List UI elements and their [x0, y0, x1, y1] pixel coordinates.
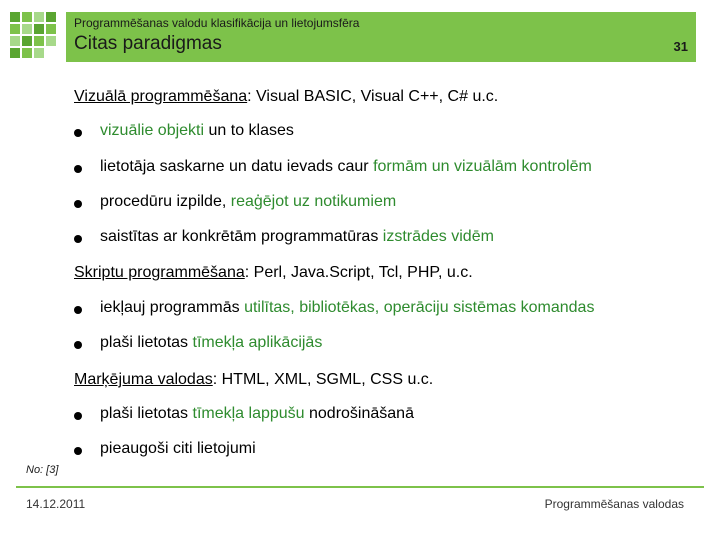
section-heading-scripting [74, 264, 473, 282]
footer-title: Programmēšanas valodas [544, 497, 684, 511]
page-number: 31 [673, 39, 688, 54]
bullet-dot-icon [74, 129, 82, 137]
slide-title: Citas paradigmas [74, 33, 222, 54]
source-note: No: [3] [26, 464, 59, 476]
bullet-dot-icon [74, 341, 82, 349]
logo-grid-icon [10, 12, 66, 56]
bullet-dot-icon [74, 447, 82, 455]
section-heading-visual [74, 88, 498, 106]
heading-term: Vizuālā programmēšana [74, 88, 248, 105]
footer-date: 14.12.2011 [26, 497, 86, 511]
heading-term: Marķējuma valodas [74, 371, 213, 388]
bullet-dot-icon [74, 306, 82, 314]
footer-divider [16, 486, 704, 488]
section-heading-markup [74, 371, 433, 389]
heading-term: Skriptu programmēšana [74, 264, 245, 281]
bullet-dot-icon [74, 165, 82, 173]
slide-subtitle: Programmēšanas valodu klasifikācija un lietojumsfēra [74, 16, 360, 30]
bullet-dot-icon [74, 412, 82, 420]
heading-rest: : HTML, XML, SGML, CSS u.c. [212, 371, 434, 388]
bullet-dot-icon [74, 235, 82, 243]
bullet-dot-icon [74, 200, 82, 208]
heading-rest: : Visual BASIC, Visual C++, C# u.c. [247, 88, 499, 105]
heading-rest: : Perl, Java.Script, Tcl, PHP, u.c. [244, 264, 473, 281]
